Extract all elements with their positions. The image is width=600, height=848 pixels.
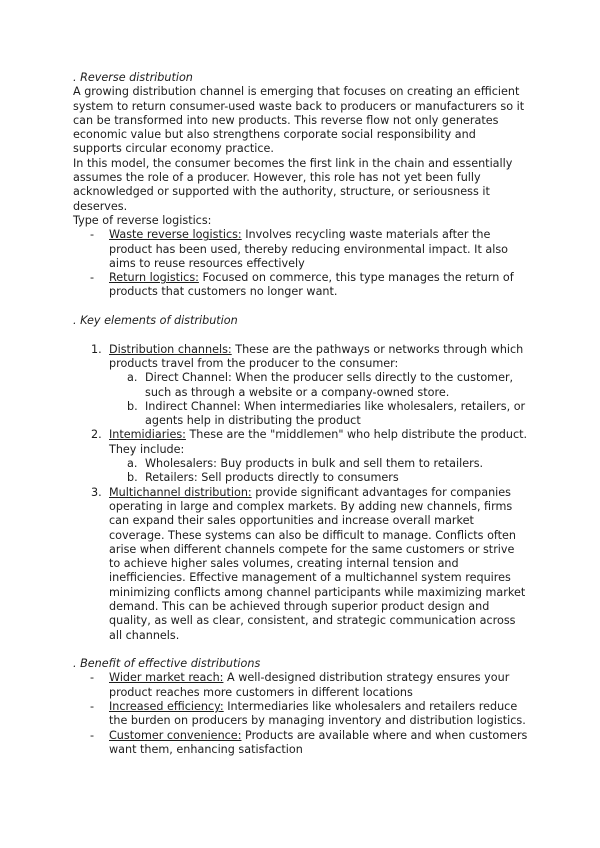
list-marker: 3. (91, 485, 102, 499)
list-marker: 2. (91, 428, 102, 442)
list-item-text: Involves recycling waste materials after the product has been used, thereby reducing environmental impact. It also aims to reuse resources effectively (109, 228, 509, 270)
benefits-list (73, 671, 528, 757)
list-item-text: Products are available where and when customers want them, enhancing satisfaction (109, 728, 528, 756)
list-item (109, 729, 528, 758)
sub-list (109, 371, 528, 428)
list-item-term: Increased efficiency: (109, 700, 224, 714)
sub-list-item (127, 471, 528, 485)
list-item-term: Distribution channels: (109, 342, 232, 356)
sub-list-text: Direct Channel: When the producer sells directly to the customer, such as through a website or a company-owned store. (145, 371, 514, 399)
list-item-term: Intemidiaries: (109, 428, 186, 442)
list-item-term: Waste reverse logistics: (109, 228, 242, 242)
list-item-text: A well-designed distribution strategy ensures your product reaches more customers in different locations (109, 671, 510, 699)
list-item (91, 428, 528, 485)
sub-list-marker: a. (127, 457, 138, 471)
reverse-types-list (73, 228, 528, 299)
reverse-paragraph-1: A growing distribution channel is emerging that focuses on creating an efficient system to return consumer-used waste back to producers or manufacturers so it can be transformed into new products. This reverse flow not only generates economic value but also strengthens corporate social responsibility and supports circular economy practice. (73, 85, 525, 156)
key-elements-heading: . Key elements of distribution (73, 314, 238, 328)
sub-list-marker: b. (127, 399, 138, 413)
list-item-term: Return logistics: (109, 271, 199, 285)
reverse-distribution-heading: . Reverse distribution (73, 71, 193, 84)
list-item-text: Focused on commerce, this type manages the return of products that customers no longer want. (109, 271, 514, 299)
list-item-text: These are the "middlemen" who help distribute the product. They include: (109, 428, 528, 456)
sub-list-marker: a. (127, 371, 138, 385)
list-item (91, 342, 528, 429)
sub-list-item (127, 399, 528, 429)
list-item (109, 271, 528, 300)
sub-list-item (127, 371, 528, 400)
list-item (109, 228, 528, 271)
list-item-term: Multichannel distribution: (109, 485, 252, 499)
benefits-heading: . Benefit of effective distributions (73, 657, 261, 671)
sub-list-text: Wholesalers: Buy products in bulk and sell them to retailers. (145, 457, 484, 471)
key-elements-list (73, 343, 528, 643)
list-item-text: These are the pathways or networks through which products travel from the producer to the consumer: (109, 342, 524, 370)
list-item-text: provide significant advantages for companies operating in large and complex markets. By adding new channels, firms can expand their sales opportunities and increase overall market coverage. These systems can also be difficult to manage. Conflicts often arise when different channels compete for the same customers or strive to achieve higher sales volumes, creating internal tension and inefficiencies. Effective management of a multichannel system requires minimizing conflicts among channel participants while maximizing market demand. This can be achieved through superior product design and quality, as well as clear, consistent, and strategic communication across all channels. (109, 485, 526, 642)
sub-list (109, 457, 528, 486)
list-item-term: Customer convenience: (109, 728, 242, 742)
list-item (91, 485, 528, 643)
list-item-term: Wider market reach: (109, 671, 224, 685)
reverse-paragraph-2: In this model, the consumer becomes the first link in the chain and essentially assumes the role of a producer. However, this role has not yet been fully acknowledged or supported with the authority, structure, or seriousness it deserves. (73, 156, 513, 213)
list-marker: 1. (91, 342, 102, 356)
list-item (109, 700, 528, 729)
sub-list-item (127, 457, 528, 471)
reverse-types-intro: Type of reverse logistics: (73, 213, 212, 227)
sub-list-marker: b. (127, 471, 138, 485)
list-item (109, 671, 528, 700)
sub-list-text: Indirect Channel: When intermediaries like wholesalers, retailers, or agents help in distributing the product (145, 399, 526, 428)
document-page (73, 71, 528, 757)
list-item-text: Intermediaries like wholesalers and retailers reduce the burden on producers by managing inventory and distribution logistics. (109, 700, 526, 728)
sub-list-text: Retailers: Sell products directly to consumers (145, 471, 399, 485)
